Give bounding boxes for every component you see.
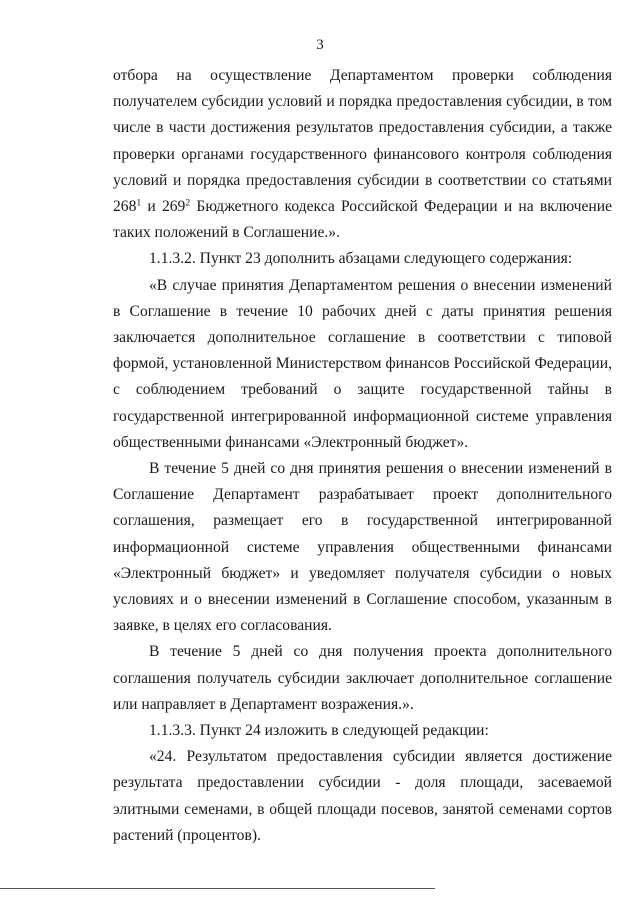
paragraph-clause-1-1-3-3: 1.1.3.3. Пункт 24 изложить в следующей редакции: bbox=[149, 722, 489, 740]
paragraph-text: Бюджетного кодекса Российской Федерации и на включение таких положений в Соглашение.». bbox=[113, 198, 612, 242]
page-number: 3 bbox=[316, 37, 324, 53]
paragraph-quote-item-24: «24. Результатом предоставления субсидии является достижение результата предоставлении субсидии - доля площади, засеваемой элитными семенами, в общей площади посевов, занятой семенами сортов растений (процентов). bbox=[113, 748, 612, 844]
document-body bbox=[113, 63, 612, 849]
paragraph-text: отбора на осуществление Департаментом проверки соблюдения получателем субсидии условий и порядка предоставления субсидии, в том числе в части достижения результатов предоставления субсидии, а также проверки органами государственного финансового контроля соблюдения условий и порядка предоставления субсидии в соответствии со статьями 268 bbox=[113, 67, 612, 216]
footer-divider bbox=[0, 888, 435, 889]
paragraph-text: и 269 bbox=[141, 198, 186, 216]
superscript: 1 bbox=[136, 197, 142, 209]
paragraph-continuation bbox=[113, 63, 612, 246]
superscript: 2 bbox=[185, 197, 191, 209]
paragraph-5-days-decision: В течение 5 дней со дня принятия решения о внесении изменений в Соглашение Департамент разрабатывает проект дополнительного соглашения, размещает его в государственной интегрированной информационной системе управления общественными финансами «Электронный бюджет» и уведомляет получателя субсидии о новых условиях и о внесении изменений в Соглашение способом, указанным в заявке, в целях его согласования. bbox=[113, 460, 612, 635]
paragraph-clause-1-1-3-2: 1.1.3.2. Пункт 23 дополнить абзацами следующего содержания: bbox=[149, 250, 573, 268]
paragraph-quote-agreement-changes: «В случае принятия Департаментом решения о внесении изменений в Соглашение в течение 10 рабочих дней с даты принятия решения заключается дополнительное соглашение в соответствии с типовой формой, установленной Министерством финансов Российской Федерации, с соблюдением требований о защите государственной тайны в государственной интегрированной информационной системе управления общественными финансами «Электронный бюджет». bbox=[113, 276, 612, 451]
paragraph-5-days-receipt: В течение 5 дней со дня получения проекта дополнительного соглашения получатель субсидии заключает дополнительное соглашение или направляет в Департамент возражения.». bbox=[113, 643, 612, 713]
